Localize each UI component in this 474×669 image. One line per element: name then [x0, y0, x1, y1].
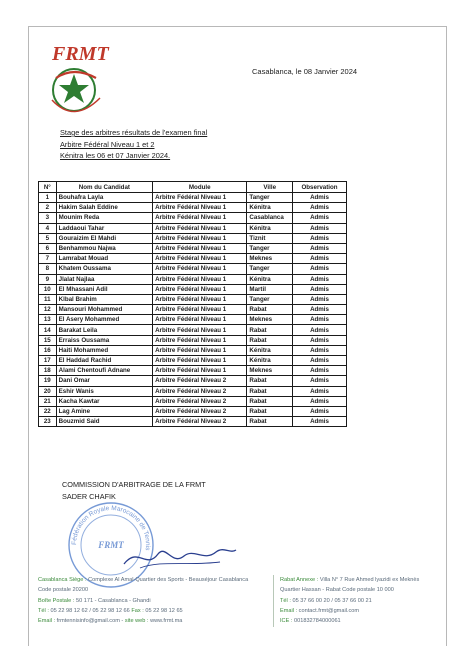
- frame-border-right: [446, 26, 447, 646]
- footer-email-link[interactable]: frmtennisinfo@gmail.com: [56, 618, 120, 625]
- title-line: Kénitra les 06 et 07 Janvier 2024.: [60, 151, 171, 160]
- table-row: [39, 386, 347, 396]
- footer-label: Boîte Postale :: [38, 597, 75, 604]
- header-observation: Observation: [293, 182, 347, 193]
- city-cell: Kénitra: [247, 345, 293, 355]
- observation-cell: Admis: [293, 417, 347, 427]
- row-number: 10: [39, 284, 57, 294]
- candidate-name: Laddaoui Tahar: [56, 223, 152, 233]
- candidate-name: Erraiss Oussama: [56, 335, 152, 345]
- candidate-name: Klbal Brahim: [56, 294, 152, 304]
- table-row: [39, 284, 347, 294]
- table-row: [39, 223, 347, 233]
- module-cell: Arbitre Fédéral Niveau 2: [153, 406, 247, 416]
- module-cell: Arbitre Fédéral Niveau 1: [153, 325, 247, 335]
- footer-label: Email :: [280, 607, 298, 614]
- star-icon: [59, 74, 89, 103]
- title-line: Stage des arbitres résultats de l'examen final: [60, 128, 208, 137]
- footer-text: Complexe Al Amal-Quartier des Sports - Beauséjour Casablanca: [88, 577, 249, 583]
- footer-email-link[interactable]: contact.frmt@gmail.com: [298, 607, 360, 614]
- city-cell: Tanger: [247, 294, 293, 304]
- row-number: 18: [39, 366, 57, 376]
- row-number: 21: [39, 396, 57, 406]
- observation-cell: Admis: [293, 223, 347, 233]
- candidate-name: Barakat Leila: [56, 325, 152, 335]
- city-cell: Rabat: [247, 335, 293, 345]
- city-cell: Rabat: [247, 417, 293, 427]
- module-cell: Arbitre Fédéral Niveau 1: [153, 254, 247, 264]
- candidate-name: Hakim Salah Eddine: [56, 203, 152, 213]
- candidate-name: Benhammou Najwa: [56, 243, 152, 253]
- city-cell: Tanger: [247, 243, 293, 253]
- observation-cell: Admis: [293, 305, 347, 315]
- row-number: 23: [39, 417, 57, 427]
- city-cell: Rabat: [247, 376, 293, 386]
- row-number: 4: [39, 223, 57, 233]
- footer-text: 05 22 98 12 65: [145, 607, 183, 614]
- row-number: 6: [39, 243, 57, 253]
- signature: [120, 540, 240, 574]
- module-cell: Arbitre Fédéral Niveau 1: [153, 243, 247, 253]
- observation-cell: Admis: [293, 243, 347, 253]
- row-number: 13: [39, 315, 57, 325]
- table-row: [39, 315, 347, 325]
- city-cell: Meknes: [247, 254, 293, 264]
- table-row: [39, 254, 347, 264]
- candidate-name: Lamrabat Mouad: [56, 254, 152, 264]
- table-row: [39, 417, 347, 427]
- candidate-name: El Mhassani Adil: [56, 284, 152, 294]
- row-number: 5: [39, 233, 57, 243]
- row-number: 2: [39, 203, 57, 213]
- commission-title: COMMISSION D'ARBITRAGE DE LA FRMT: [62, 480, 206, 489]
- footer-text: Code postale 20200: [38, 587, 89, 594]
- row-number: 3: [39, 213, 57, 223]
- candidate-name: Eshir Wanis: [56, 386, 152, 396]
- footer-label: Rabat Annexe :: [280, 577, 319, 583]
- observation-cell: Admis: [293, 366, 347, 376]
- footer-divider: [273, 575, 274, 627]
- table-row: [39, 376, 347, 386]
- city-cell: Tanger: [247, 264, 293, 274]
- stamp-logo: FRMT: [98, 540, 124, 550]
- observation-cell: Admis: [293, 233, 347, 243]
- module-cell: Arbitre Fédéral Niveau 1: [153, 223, 247, 233]
- observation-cell: Admis: [293, 396, 347, 406]
- city-cell: Rabat: [247, 386, 293, 396]
- footer-label: Fax :: [131, 607, 144, 614]
- module-cell: Arbitre Fédéral Niveau 1: [153, 213, 247, 223]
- candidate-name: El Haddad Rachid: [56, 356, 152, 366]
- footer-text: Villa N° 7 Rue Ahmed lyazidi ex Meknès: [319, 577, 420, 583]
- candidate-name: Dani Omar: [56, 376, 152, 386]
- header-name: Nom du Candidat: [56, 182, 152, 193]
- footer-address-rabat: [280, 575, 419, 626]
- module-cell: Arbitre Fédéral Niveau 1: [153, 335, 247, 345]
- table-row: [39, 193, 347, 203]
- row-number: 12: [39, 305, 57, 315]
- observation-cell: Admis: [293, 386, 347, 396]
- module-cell: Arbitre Fédéral Niveau 1: [153, 284, 247, 294]
- footer-label: Tél :: [280, 597, 291, 604]
- candidate-name: Khatem Oussama: [56, 264, 152, 274]
- commission-block: [62, 479, 206, 502]
- row-number: 20: [39, 386, 57, 396]
- observation-cell: Admis: [293, 254, 347, 264]
- module-cell: Arbitre Fédéral Niveau 2: [153, 417, 247, 427]
- observation-cell: Admis: [293, 264, 347, 274]
- table-row: [39, 294, 347, 304]
- table-row: [39, 366, 347, 376]
- document-date: Casablanca, le 08 Janvier 2024: [252, 67, 358, 76]
- observation-cell: Admis: [293, 203, 347, 213]
- module-cell: Arbitre Fédéral Niveau 1: [153, 366, 247, 376]
- row-number: 8: [39, 264, 57, 274]
- table-row: [39, 274, 347, 284]
- results-table: [38, 181, 347, 427]
- city-cell: Rabat: [247, 406, 293, 416]
- module-cell: Arbitre Fédéral Niveau 2: [153, 376, 247, 386]
- header-num: N°: [39, 182, 57, 193]
- row-number: 16: [39, 345, 57, 355]
- observation-cell: Admis: [293, 406, 347, 416]
- module-cell: Arbitre Fédéral Niveau 1: [153, 356, 247, 366]
- city-cell: Kénitra: [247, 274, 293, 284]
- city-cell: Kénitra: [247, 223, 293, 233]
- candidate-name: El Asery Mohammed: [56, 315, 152, 325]
- table-row: [39, 325, 347, 335]
- row-number: 19: [39, 376, 57, 386]
- module-cell: Arbitre Fédéral Niveau 1: [153, 193, 247, 203]
- candidate-name: Kacha Kawtar: [56, 396, 152, 406]
- observation-cell: Admis: [293, 356, 347, 366]
- footer-address-casablanca: Casablanca Siège : Complexe Al Amal-Quartier des Sports - Beauséjour Casablanca Code postale 20200 Boîte Postale : 50 171 - Casablanca - Ghandi Tél : 05 22 98 12 62 / 05 22 98 12 66 Fax : 05 22 98 12 65 Email : frmtennisinfo@gmail.com - site web : www.frmt.ma: [38, 577, 249, 625]
- city-cell: Kénitra: [247, 356, 293, 366]
- footer-text: 05 37 66 00 20 / 05 37 66 00 21: [292, 597, 372, 604]
- table-row: [39, 406, 347, 416]
- table-row: [39, 233, 347, 243]
- row-number: 11: [39, 294, 57, 304]
- table-row: [39, 213, 347, 223]
- candidate-name: Bouhafra Layla: [56, 193, 152, 203]
- header-ville: Ville: [247, 182, 293, 193]
- city-cell: Tiznit: [247, 233, 293, 243]
- module-cell: Arbitre Fédéral Niveau 1: [153, 345, 247, 355]
- logo-wordmark: FRMT: [52, 43, 109, 65]
- module-cell: Arbitre Fédéral Niveau 1: [153, 305, 247, 315]
- module-cell: Arbitre Fédéral Niveau 1: [153, 294, 247, 304]
- table-row: [39, 264, 347, 274]
- table-row: [39, 335, 347, 345]
- title-line: Arbitre Fédéral Niveau 1 et 2: [60, 139, 155, 149]
- city-cell: Martil: [247, 284, 293, 294]
- table-row: [39, 356, 347, 366]
- candidate-name: Bouzmid Said: [56, 417, 152, 427]
- city-cell: Meknes: [247, 366, 293, 376]
- observation-cell: Admis: [293, 376, 347, 386]
- frame-border-left: [28, 26, 29, 646]
- observation-cell: Admis: [293, 284, 347, 294]
- city-cell: Casablanca: [247, 213, 293, 223]
- city-cell: Meknes: [247, 315, 293, 325]
- candidate-name: Mansouri Mohammed: [56, 305, 152, 315]
- table-header-row: [39, 182, 347, 193]
- observation-cell: Admis: [293, 315, 347, 325]
- row-number: 7: [39, 254, 57, 264]
- module-cell: Arbitre Fédéral Niveau 1: [153, 264, 247, 274]
- observation-cell: Admis: [293, 345, 347, 355]
- row-number: 15: [39, 335, 57, 345]
- city-cell: Rabat: [247, 396, 293, 406]
- module-cell: Arbitre Fédéral Niveau 1: [153, 274, 247, 284]
- footer-website-link[interactable]: www.frmt.ma: [150, 618, 183, 625]
- module-cell: Arbitre Fédéral Niveau 2: [153, 386, 247, 396]
- observation-cell: Admis: [293, 193, 347, 203]
- observation-cell: Admis: [293, 335, 347, 345]
- footer-text: 05 22 98 12 62 / 05 22 98 12 66: [50, 607, 130, 614]
- city-cell: Rabat: [247, 325, 293, 335]
- table-row: [39, 345, 347, 355]
- observation-cell: Admis: [293, 325, 347, 335]
- city-cell: Rabat: [247, 305, 293, 315]
- footer-text: 50 171 - Casablanca - Ghandi: [75, 597, 151, 604]
- candidate-name: Lag Amine: [56, 406, 152, 416]
- frame-border-top: [28, 26, 447, 27]
- footer-text: Quartier Hassan - Rabat Code postale 10 000: [280, 587, 394, 594]
- row-number: 9: [39, 274, 57, 284]
- candidate-name: Haiti Mohammed: [56, 345, 152, 355]
- observation-cell: Admis: [293, 213, 347, 223]
- row-number: 1: [39, 193, 57, 203]
- table-row: [39, 396, 347, 406]
- module-cell: Arbitre Fédéral Niveau 1: [153, 233, 247, 243]
- row-number: 17: [39, 356, 57, 366]
- stamp-text: Fédération Royale Marocaine de Tennis: [70, 504, 152, 551]
- footer-label: ICE :: [280, 618, 293, 625]
- footer-label: Email :: [38, 618, 56, 625]
- observation-cell: Admis: [293, 274, 347, 284]
- footer-label: Tél :: [38, 607, 49, 614]
- row-number: 22: [39, 406, 57, 416]
- candidate-name: Mounim Reda: [56, 213, 152, 223]
- observation-cell: Admis: [293, 294, 347, 304]
- table-body: [39, 193, 347, 427]
- table-row: [39, 305, 347, 315]
- footer-text: 001832784000061: [294, 618, 341, 625]
- module-cell: Arbitre Fédéral Niveau 1: [153, 315, 247, 325]
- table-row: [39, 203, 347, 213]
- candidate-name: Jlalat Najlaa: [56, 274, 152, 284]
- commission-signatory: SADER CHAFIK: [62, 491, 116, 501]
- frmt-logo: [44, 38, 134, 126]
- header-module: Module: [153, 182, 247, 193]
- candidate-name: Gouraizim El Mahdi: [56, 233, 152, 243]
- table-row: [39, 243, 347, 253]
- city-cell: Tanger: [247, 193, 293, 203]
- row-number: 14: [39, 325, 57, 335]
- candidate-name: Alami Chentoufi Adnane: [56, 366, 152, 376]
- module-cell: Arbitre Fédéral Niveau 1: [153, 203, 247, 213]
- footer-label: site web :: [124, 618, 149, 625]
- module-cell: Arbitre Fédéral Niveau 2: [153, 396, 247, 406]
- city-cell: Kénitra: [247, 203, 293, 213]
- document-title: [60, 127, 207, 162]
- footer-label: Casablanca Siège :: [38, 577, 87, 583]
